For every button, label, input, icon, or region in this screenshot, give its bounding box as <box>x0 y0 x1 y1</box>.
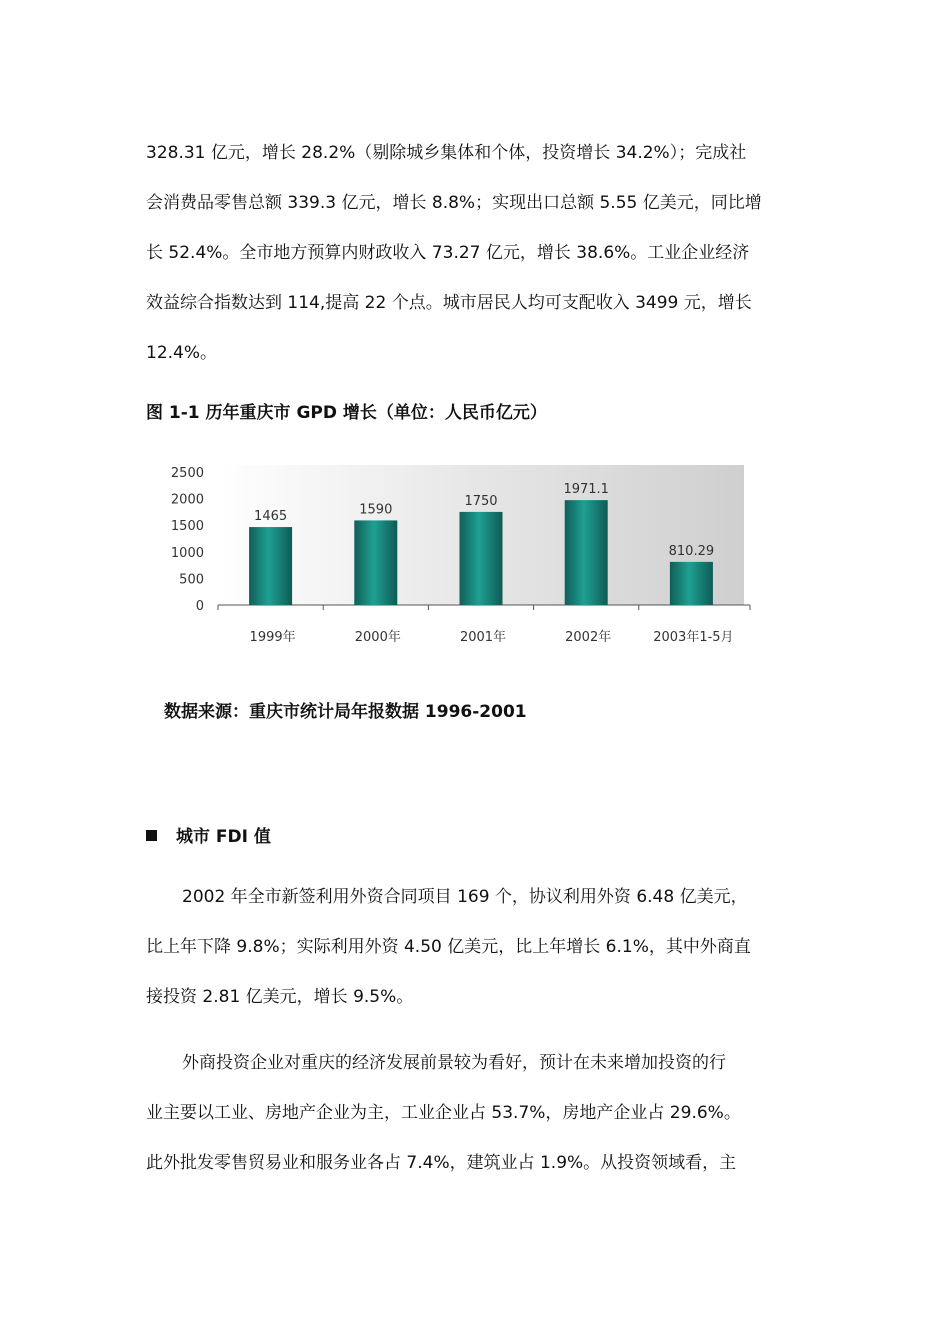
y-tick-label: 500 <box>179 572 204 588</box>
intro-paragraph <box>146 128 808 378</box>
paragraph-line: 长 52.4%。全市地方预算内财政收入 73.27 亿元，增长 38.6%。工业企业经济 <box>146 243 750 263</box>
x-tick-label: 2003年1-5月 <box>653 630 734 645</box>
x-tick-label: 2001年 <box>459 630 507 645</box>
bar-value-label: 1465 <box>254 509 288 525</box>
bar <box>354 520 397 605</box>
fdi-paragraph <box>146 872 808 1022</box>
paragraph-line: 比上年下降 9.8%；实际利用外资 4.50 亿美元，比上年增长 6.1%，其中外商直 <box>146 937 751 957</box>
y-tick-label: 1000 <box>170 545 204 561</box>
bar-value-label: 1750 <box>464 493 498 509</box>
paragraph-line: 此外批发零售贸易业和服务业各占 7.4%，建筑业占 1.9%。从投资领域看，主 <box>146 1153 737 1173</box>
paragraph-line: 接投资 2.81 亿美元，增长 9.5%。 <box>146 987 414 1007</box>
paragraph-line: 外商投资企业对重庆的经济发展前景较为看好，预计在未来增加投资的行 <box>182 1053 726 1073</box>
figure-caption: 图 1-1 历年重庆市 GPD 增长（单位：人民币亿元） <box>146 403 547 423</box>
bar-value-label: 1971.1 <box>563 482 609 498</box>
paragraph-line: 会消费品零售总额 339.3 亿元，增长 8.8%；实现出口总额 5.55 亿美元，同比增 <box>146 193 762 213</box>
paragraph-line: 328.31 亿元，增长 28.2%（剔除城乡集体和个体，投资增长 34.2%）；完成社 <box>146 143 747 163</box>
bar <box>460 512 503 605</box>
investment-paragraph <box>146 1038 808 1188</box>
bar <box>565 500 608 605</box>
y-tick-label: 2500 <box>170 466 204 481</box>
y-tick-label: 1500 <box>170 519 204 535</box>
x-tick-label: 2000年 <box>354 630 401 645</box>
x-tick-label: 1999年 <box>249 630 296 645</box>
bar <box>249 527 292 605</box>
y-tick-label: 0 <box>195 599 204 614</box>
bar-value-label: 810.29 <box>668 543 715 559</box>
data-source-note: 数据来源：重庆市统计局年报数据 1996-2001 <box>164 702 527 722</box>
section-heading <box>146 822 271 847</box>
bar <box>670 562 713 605</box>
square-bullet-icon <box>146 830 157 841</box>
paragraph-line: 12.4%。 <box>146 343 218 363</box>
x-tick-label: 2002年 <box>565 630 612 645</box>
paragraph-line: 2002 年全市新签利用外资合同项目 169 个，协议利用外资 6.48 亿美元， <box>182 887 748 907</box>
y-tick-label: 2000 <box>170 492 204 508</box>
section-title: 城市 FDI 值 <box>176 827 271 847</box>
gdp-bar-chart <box>150 455 760 655</box>
paragraph-line: 效益综合指数达到 114,提高 22 个点。城市居民人均可支配收入 3499 元，增长 <box>146 293 752 313</box>
bar-value-label: 1590 <box>359 502 393 518</box>
paragraph-line: 业主要以工业、房地产企业为主，工业企业占 53.7%，房地产企业占 29.6%。 <box>146 1103 741 1123</box>
